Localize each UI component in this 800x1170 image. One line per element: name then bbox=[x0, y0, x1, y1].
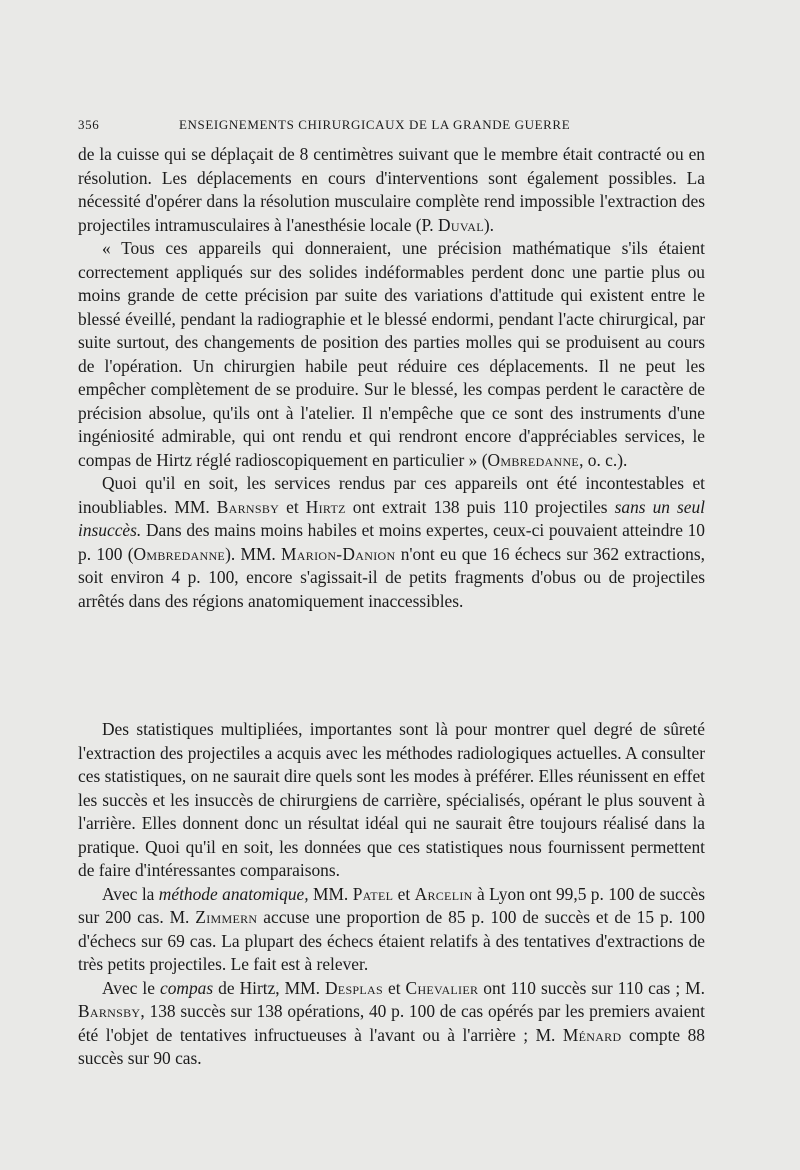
paragraph-compass-method: Avec le compas de Hirtz, MM. Desplas et Chevalier ont 110 succès sur 110 cas ; M. Barnsby, 138 succès sur 138 opérations, 40 p. 100 de cas opérés par les premiers avaient été l'objet de tentatives infructueuses à l'avant ou à l'arrière ; M. Ménard compte 88 succès sur 90 cas. bbox=[78, 977, 705, 1068]
emphasis: sans un seul insuccès. bbox=[78, 496, 706, 540]
author-name: Chevalier bbox=[405, 977, 479, 998]
author-name: Arcelin bbox=[414, 883, 473, 904]
author-name: Patel bbox=[352, 883, 394, 904]
author-name: Hirtz bbox=[305, 496, 346, 517]
author-name: Ménard bbox=[562, 1024, 622, 1045]
emphasis: méthode anatomique, bbox=[158, 883, 309, 904]
author-name: Duval bbox=[438, 214, 484, 235]
author-name: Barnsby bbox=[78, 1001, 141, 1021]
emphasis: compas bbox=[159, 977, 214, 998]
running-header bbox=[78, 117, 705, 137]
body-text-upper bbox=[78, 143, 705, 613]
author-name: Barnsby bbox=[216, 496, 280, 517]
author-name: Zimmern bbox=[195, 907, 258, 927]
author-name: Ombredanne bbox=[487, 449, 580, 470]
paragraph-continuation: de la cuisse qui se déplaçait de 8 centimètres suivant que le membre était contracté ou en résolution. Les déplacements en cours d'interventions sont également possibles. La nécessité d'opérer dans la résolution musculaire complète rend impossible l'extraction des projectiles intramusculaires à l'anesthésie locale (P. Duval). bbox=[78, 144, 705, 235]
author-name: Marion-Danion bbox=[281, 543, 396, 564]
paragraph-quote: « Tous ces appareils qui donneraient, une précision mathématique s'ils étaient correctement appliqués sur des solides indéformables perdent donc une partie plus ou moins grande de cette précision par suite des variations d'attitude qui existent entre le blessé éveillé, pendant la radiographie et le blessé endormi, pendant l'acte chirurgical, par suite surtout, des changements de position des parties molles qui se produisent au cours de l'opération. Un chirurgien habile peut réduire ces déplacements. Il ne peut les empêcher complètement de se produire. Sur le blessé, les compas perdent le caractère de précision absolue, qu'ils ont à l'atelier. Il n'empêche que ce sont des instruments d'une ingéniosité admirable, qui ont rendu et qui rendront encore d'appréciables services, le compas de Hirtz réglé radioscopiquement en particulier » (Ombredanne, o. c.). bbox=[78, 238, 705, 470]
author-name: Ombredanne bbox=[133, 543, 226, 564]
paragraph-results: Quoi qu'il en soit, les services rendus par ces appareils ont été incontestables et inoubliables. MM. Barnsby et Hirtz ont extrait 138 puis 110 projectiles sans un seul insuccès. Dans des mains moins habiles et moins expertes, ceux-ci pouvaient atteindre 10 p. 100 (Ombredanne). MM. Marion-Danion n'ont eu que 16 échecs sur 362 extractions, soit environ 4 p. 100, encore s'agissait-il de petits fragments d'obus ou de projectiles arrêtés dans des régions anatomiquement inaccessibles. bbox=[78, 473, 706, 611]
running-title: ENSEIGNEMENTS CHIRURGICAUX DE LA GRANDE GUERRE bbox=[179, 117, 571, 132]
body-text-lower bbox=[78, 718, 705, 1071]
paragraph-statistics: Des statistiques multipliées, importantes sont là pour montrer quel degré de sûreté l'extraction des projectiles a acquis avec les méthodes radiologiques actuelles. A consulter ces statistiques, on ne saurait dire quels sont les modes à préférer. Elles réunissent en effet les succès et les insuccès de chirurgiens de carrière, spécialisés, opérant le plus souvent à l'arrière. Elles donnent donc un résultat idéal qui ne saurait être toujours réalisé dans la pratique. Quoi qu'il en soit, les données que ces statistiques nous fournissent permettent de faire d'intéressantes comparaisons. bbox=[78, 719, 705, 880]
paragraph-anatomical-method: Avec la méthode anatomique, MM. Patel et Arcelin à Lyon ont 99,5 p. 100 de succès sur 200 cas. M. Zimmern accuse une proportion de 85 p. 100 de succès et de 15 p. 100 d'échecs sur 69 cas. La plupart des échecs étaient relatifs à des tentatives d'extractions de très petits projectiles. Le fait est à relever. bbox=[78, 883, 705, 974]
page-number: 356 bbox=[78, 117, 100, 132]
author-name: Desplas bbox=[324, 977, 383, 998]
